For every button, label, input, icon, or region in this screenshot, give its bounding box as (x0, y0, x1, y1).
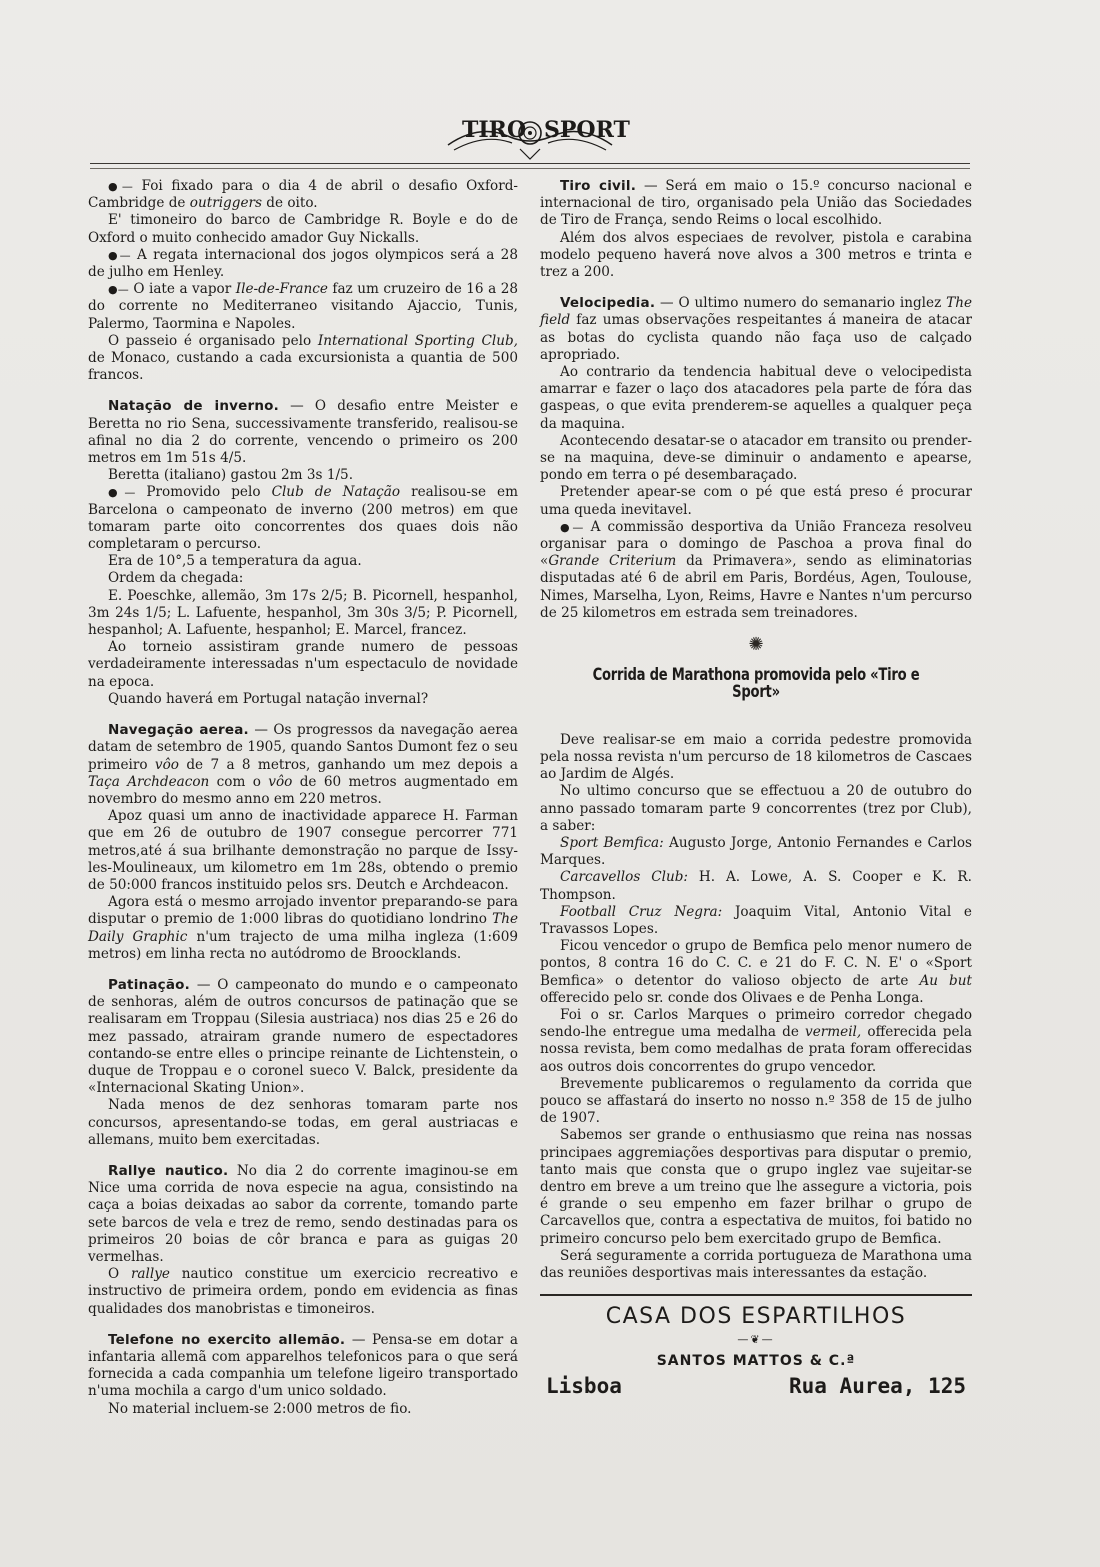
tiro-p1: Tiro civil. — Será em maio o 15.º concurso nacional e internacional de tiro, organisado pela União das Sociedades de Tiro de França, sendo Reims o local escolhido. (540, 178, 973, 229)
natacao-p5: Ordem da chegada: (108, 570, 244, 587)
navegacao-p3: Agora está o mesmo arrojado inventor preparando-se para disputar o premio de 1:000 libras do quotidiano londrino The Daily Graphic n'um trajecto de uma milha ingleza (1:609 metros) em linha recta no autódromo de Broocklands. (88, 894, 518, 962)
bullet-icon: ●— (108, 180, 133, 193)
svg-text:TIRO: TIRO (462, 117, 527, 143)
advert-shop-name: CASA DOS ESPARTILHOS (605, 1304, 907, 1330)
velocipedia-p2: Ao contrario da tendencia habitual deve o velocipedista amarrar e fazer o laço dos atacadores pela parte de fóra das gaspeas, o que evita prenderem-se aquelles a qualquer peça da maquina. (540, 364, 972, 432)
natacao-p3: ●— Promovido pelo Club de Natação realisou-se em Barcelona o campeonato de inverno (200 metros) em que tomaram parte oito concorrentes dos quaes dois não completaram o percurso. (88, 484, 518, 553)
marathon-club2: Carcavellos Club: H. A. Lowe, A. S. Cooper e K. R. Thompson. (540, 869, 972, 903)
henley-para: ●— A regata internacional dos jogos olympicos será a 28 de julho em Henley. (88, 246, 518, 281)
left-column (88, 178, 518, 1418)
velocipedia-p3: Acontecendo desatar-se o atacador em transito ou prender-se na maquina, deve-se diminuir o andamento e apearse, pondo em terra o pé desembaraçado. (540, 432, 972, 484)
bullet-icon: ●— (108, 486, 136, 500)
advertisement (540, 1304, 972, 1398)
patinacao-p1: Patinação. — O campeonato do mundo e o campeonato de senhoras, além de outros concursos de patinação que se realisaram em Troppau (Silesia austriaca) nos dias 25 e 26 do mez passado, atrairam grande numero de espectadores contando-se entre elles o principe reinante de Lichtenstein, o duque de Troppau e o coronel sueco V. Balck, presidente da «Internacional Skating Union». (88, 976, 518, 1097)
iate-para: ●— O iate a vapor Ile-de-France faz um cruzeiro de 16 a 28 do corrente no Mediterraneo visitando Ajaccio, Tunis, Palermo, Taormina e Napoles. (88, 281, 518, 332)
header-rule (90, 163, 970, 164)
marathon-p1: Deve realisar-se em maio a corrida pedestre promovida pela nossa revista n'um percurso de 18 kilometros de Cascaes ao Jardim de Algés. (540, 731, 972, 783)
bullet-icon: ●— (108, 248, 131, 262)
natacao-p6: E. Poeschke, allemão, 3m 17s 2/5; B. Picornell, hespanhol, 3m 24s 1/5; L. Lafuente, hespanhol, 3m 30s 3/5; P. Picornell, hespanhol; A. Lafuente, hespanhol; E. Marcel, francez. (88, 587, 518, 639)
section-heading: Natação de inverno. (108, 398, 279, 415)
marathon-p5: Brevemente publicaremos o regulamento da corrida que pouco se affastará do inserto no nosso n.º 358 de 15 de julho de 1907. (540, 1075, 972, 1127)
tiro-sport-logo-icon (440, 103, 630, 165)
telefone-section (88, 1332, 518, 1418)
marathon-p3: Ficou vencedor o grupo de Bemfica pelo menor numero de pontos, 8 contra 16 do C. C. e 21 do F. C. N. E' o «Sport Bemfica» o detentor do valioso objecto de arte Au but offerecido pelo sr. conde dos Olivaes e de Penha Longa. (540, 938, 972, 1006)
marathon-title: Corrida de Marathona promovida pelo «Tiro e Sport» (592, 665, 920, 703)
natacao-p2: Beretta (italiano) gastou 2m 3s 1/5. (108, 467, 354, 484)
natacao-p4: Era de 10°,5 a temperatura da agua. (108, 553, 362, 570)
natacao-section (88, 398, 518, 708)
tiro-p2: Além dos alvos especiaes de revolver, pistola e carabina modelo pequeno haverá nove alvos a 300 metros e trinta e trez a 200. (540, 229, 972, 281)
patinacao-section (88, 977, 518, 1149)
natacao-p8: Quando haverá em Portugal natação invernal? (108, 690, 429, 707)
rallye-p1: Rallye nautico. No dia 2 do corrente imaginou-se em Nice uma corrida de nova especie na agua, consistindo na caça a boias deixadas ao sabor da corrente, tomando parte sete barcos de vela e trez de remo, sendo destinadas para os primeiros 20 boias de côr branca e para as guigas 20 vermelhas. (88, 1162, 518, 1265)
velocipedia-p4: Pretender apear-se com o pé que está preso é procurar uma queda inevitavel. (540, 484, 972, 518)
oxford-cambridge-para: ●— Foi fixado para o dia 4 de abril o desafio Oxford-Cambridge de outriggers de oito. (88, 178, 518, 212)
marathon-section (540, 732, 972, 1283)
navegacao-section (88, 722, 518, 963)
section-heading: Tiro civil. (560, 178, 637, 194)
velocipedia-p5: ●— A commissão desportiva da União Franceza resolveu organisar para o domingo de Paschoa a prova final do «Grande Criterium da Primavera», sendo as eliminatorias disputadas até 6 de abril em Paris, Bordéus, Agen, Toulouse, Nimes, Marselha, Lyon, Reims, Havre e Nantes n'um percurso de 25 kilometros em estrada sem treinadores. (540, 518, 972, 621)
marathon-p7: Será seguramente a corrida portugueza de Marathona uma das reuniões desportivas mais interessantes da estação. (540, 1247, 972, 1281)
section-heading: Velocipedia. (560, 295, 656, 312)
svg-text:SPORT: SPORT (544, 117, 630, 143)
natacao-p7: Ao torneio assistiram grande numero de pessoas verdadeiramente interessadas n'um espectaculo de novidade na epoca. (88, 639, 518, 690)
timoneiro-para: E' timoneiro do barco de Cambridge R. Boyle e do de Oxford o muito conhecido amador Guy Nickalls. (88, 212, 518, 246)
section-heading: Rallye nautico. (108, 1162, 229, 1179)
masthead-logo (440, 103, 630, 165)
bullet-icon: ●— (108, 283, 129, 297)
rallye-section (88, 1163, 518, 1318)
marathon-club3: Football Cruz Negra: Joaquim Vital, Antonio Vital e Travassos Lopes. (540, 903, 972, 937)
velocipedia-p1: Velocipedia. — O ultimo numero do semanario inglez The field faz umas observações respeitantes á maneira de atacar as botas do cyclista quando não faça uso de calçado apropriado. (540, 295, 973, 363)
advert-firm: SANTOS MATTOS & C.ª (656, 1352, 856, 1369)
marathon-p4: Foi o sr. Carlos Marques o primeiro corredor chegado sendo-lhe entregue uma medalha de vermeil, offerecida pela nossa revista, bem como medalhas de prata foram offerecidas aos outros dois concorrentes do grupo vencedor. (540, 1006, 972, 1075)
section-heading: Telefone no exercito allemão. (108, 1331, 346, 1348)
section-heading: Patinação. (108, 976, 190, 993)
telefone-p1: Telefone no exercito allemão. — Pensa-se em dotar a infantaria allemã com apparelhos telefonicos para o que será fornecida a cada companhia um telefone ligeiro transportado n'uma mochila a cargo d'um unico soldado. (88, 1331, 518, 1400)
right-column (540, 178, 973, 1398)
advert-ornament-icon: —❦— (737, 1333, 775, 1347)
passeio-para: O passeio é organisado pelo International Sporting Club, de Monaco, custando a cada excursionista a quantia de 500 francos. (88, 332, 518, 384)
bullet-icon: ●— (560, 520, 584, 534)
marathon-club1: Sport Bemfica: Augusto Jorge, Antonio Fernandes e Carlos Marques. (540, 834, 972, 869)
advert-street: Rua Aurea, 125 (788, 1373, 966, 1398)
navegacao-p2: Apoz quasi um anno de inactividade apparece H. Farman que em 26 de outubro de 1907 consegue percorrer 771 metros,até á sua brilhante demonstração no parque de Issy-les-Moulineaux, um kilometro em 1m 28s, obtendo o premio de 50:000 francos instituido pelos srs. Deutch e Archdeacon. (88, 808, 518, 893)
header-rule-thin (90, 168, 970, 169)
marathon-p6: Sabemos ser grande o enthusiasmo que reina nas nossas principaes aggremiações desportivas para disputar o premio, tanto mais que consta que o grupo inglez vae sujeitar-se dentro em breve a um treino que lhe assegure a victoria, pois é grande o seu empenho em fazer brilhar o grupo de Carcavellos que, contra a espectativa de muitos, foi batido no primeiro concurso pelo bem exercitado grupo de Bemfica. (540, 1127, 972, 1247)
navegacao-p1: Navegação aerea. — Os progressos da navegação aerea datam de setembro de 1905, quando Santos Dumont fez o seu primeiro vôo de 7 a 8 metros, ganhando um mez depois a Taça Archdeacon com o vôo de 60 metros augmentado em novembro do mesmo anno em 220 metros. (88, 722, 519, 807)
flower-ornament-icon: ✺ (748, 634, 764, 656)
marathon-p2: No ultimo concurso que se effectuou a 20 de outubro do anno passado tomaram parte 9 concorrentes (trez por Club), a saber: (540, 783, 972, 834)
telefone-p2: No material incluem-se 2:000 metros de fio. (108, 1400, 412, 1417)
section-heading: Navegação aerea. (108, 722, 249, 739)
tiro-section (540, 178, 972, 281)
patinacao-p2: Nada menos de dez senhoras tomaram parte nos concursos, apresentando-se todas, em geral austriacas e allemans, muito bem exercitadas. (88, 1097, 518, 1148)
advert-rule (540, 1294, 972, 1296)
rallye-p2: O rallye nautico constitue um exercicio recreativo e instructivo de primeira ordem, pondo em evidencia as finas qualidades dos manobristas e timoneiros. (88, 1266, 518, 1317)
velocipedia-section (540, 295, 972, 622)
advert-address (540, 1373, 972, 1398)
natacao-p1: Natação de inverno. — O desafio entre Meister e Beretta no rio Sena, successivamente transferido, realisou-se afinal no dia 2 do corrente, vencendo o primeiro os 200 metros em 1m 51s 4/5. (88, 398, 518, 467)
advert-city: Lisboa (546, 1373, 622, 1398)
